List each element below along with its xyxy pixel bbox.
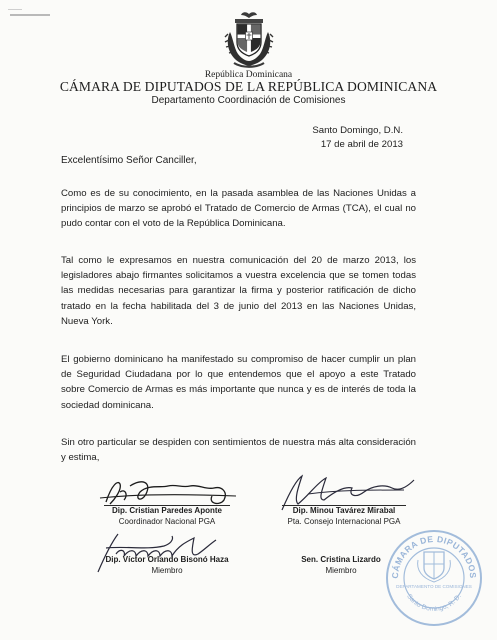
- scan-artifact: [10, 14, 50, 16]
- letter-paragraph: Sin otro particular se despiden con sentimientos de nuestra más alta consideración y estima,: [61, 437, 416, 464]
- coat-of-arms-icon: [222, 8, 276, 70]
- letter-paragraph: Tal como le expresamos en nuestra comunicación del 20 de marzo 2013, los legisladores abajo firmantes solicitamos a vuestra excelencia que se tomen todas las medidas necesarias para garantizar la firma y posterior ratificación de dicho tratado en la fecha habilitada del 3 de junio del 2013 en las Naciones Unidas, Nueva York.: [61, 255, 416, 327]
- signatory-role: Miembro: [325, 566, 357, 575]
- svg-text:Santo Domingo, R. D.: [405, 593, 463, 613]
- signatory-block: [266, 506, 422, 526]
- signatory-name: Dip. Víctor Orlando Bisonó Haza: [105, 555, 229, 564]
- signatory-name: Dip. Minou Tavárez Mirabal: [292, 506, 396, 515]
- stamp-bottom-text: Santo Domingo, R. D.: [405, 593, 463, 613]
- signatory-role: Miembro: [151, 566, 183, 575]
- place-date-block: [312, 124, 403, 152]
- chamber-title: CÁMARA DE DIPUTADOS DE LA REPÚBLICA DOMINICANA: [59, 79, 438, 94]
- letter-paragraph: El gobierno dominicano ha manifestado su compromiso de hacer cumplir un plan de Seguridad Ciudadana por lo que entendemos que el apoyo a este Tratado sobre Comercio de Armas es más importante que nunca y es de interés de toda la sociedad dominicana.: [61, 354, 416, 411]
- letter-paragraph: Como es de su conocimiento, en la pasada asamblea de las Naciones Unidas a principios de marzo se aprobó el Tratado de Comercio de Armas (TCA), el cual no pudo contar con el voto de la República Dominicana.: [61, 188, 416, 230]
- signatory-role: Coordinador Nacional PGA: [118, 517, 216, 526]
- signatory-name: Sen. Cristina Lizardo: [301, 555, 381, 564]
- signatory-block: [282, 555, 400, 575]
- stamp-middle-text: DEPARTAMENTO DE COMISIONES: [396, 584, 472, 589]
- signatory-block: [86, 555, 248, 575]
- stamp-top-text: CÁMARA DE DIPUTADOS: [389, 533, 479, 579]
- scan-artifact: [8, 9, 22, 10]
- official-stamp: [384, 528, 484, 628]
- letter-greeting: Excelentísimo Señor Canciller,: [61, 155, 197, 166]
- letter-place: Santo Domingo, D.N.: [312, 125, 403, 136]
- signatory-name: Dip. Cristian Paredes Aponte: [112, 506, 222, 515]
- signatory-role: Pta. Consejo Internacional PGA: [287, 517, 401, 526]
- signatory-block: [92, 506, 242, 526]
- letter-date: 17 de abril de 2013: [320, 139, 403, 150]
- country-name: República Dominicana: [204, 70, 293, 80]
- department-name: Departamento Coordinación de Comisiones: [151, 95, 346, 106]
